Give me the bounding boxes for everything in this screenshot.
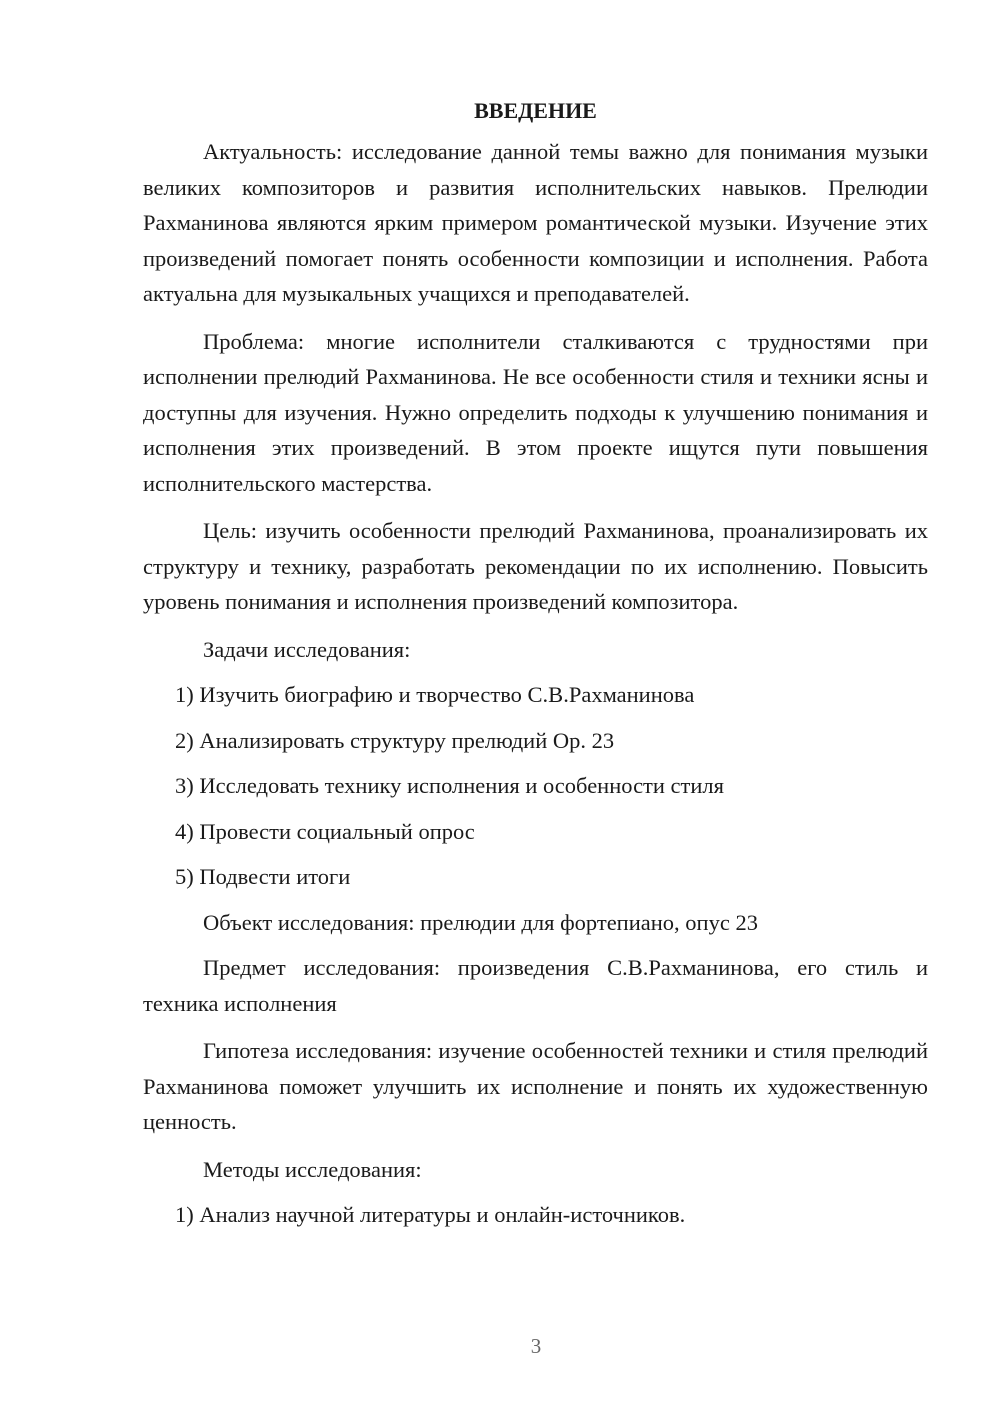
goal-paragraph: Цель: изучить особенности прелюдий Рахманинова, проанализировать их структуру и технику, разработать рекомендации по их исполнению. Повысить уровень понимания и исполнения произведений композитора.	[143, 518, 928, 614]
methods-list	[143, 1197, 928, 1233]
task-item: 1) Изучить биографию и творчество С.В.Рахманинова	[175, 682, 695, 707]
task-item: 3) Исследовать технику исполнения и особенности стиля	[175, 773, 724, 798]
page-content	[143, 96, 928, 1243]
methods-heading: Методы исследования:	[203, 1156, 422, 1182]
subject-paragraph: Предмет исследования: произведения С.В.Рахманинова, его стиль и техника исполнения	[143, 955, 928, 1016]
problem-paragraph: Проблема: многие исполнители сталкиваются с трудностями при исполнении прелюдий Рахманинова. Не все особенности стиля и техники ясны и доступны для изучения. Нужно определить подходы к улучшению понимания и исполнения этих произведений. В этом проекте ищутся пути повышения исполнительского мастерства.	[143, 328, 928, 496]
object-paragraph: Объект исследования: прелюдии для фортепиано, опус 23	[203, 909, 758, 935]
tasks-heading: Задачи исследования:	[203, 636, 411, 662]
tasks-list	[143, 677, 928, 895]
hypothesis-paragraph: Гипотеза исследования: изучение особенностей техники и стиля прелюдий Рахманинова поможет улучшить их исполнение и понять их художественную ценность.	[143, 1038, 928, 1134]
page-number: 3	[530, 1334, 542, 1358]
task-item: 5) Подвести итоги	[175, 864, 351, 889]
page-title: ВВЕДЕНИЕ	[474, 98, 597, 123]
task-item: 2) Анализировать структуру прелюдий Op. 23	[175, 727, 615, 753]
relevance-paragraph: Актуальность: исследование данной темы важно для понимания музыки великих композиторов и развития исполнительских навыков. Прелюдии Рахманинова являются ярким примером романтической музыки. Изучение этих произведений помогает понять особенности композиции и исполнения. Работа актуальна для музыкальных учащихся и преподавателей.	[143, 139, 928, 306]
method-item: 1) Анализ научной литературы и онлайн-источников.	[175, 1202, 686, 1227]
task-item: 4) Провести социальный опрос	[175, 818, 475, 844]
